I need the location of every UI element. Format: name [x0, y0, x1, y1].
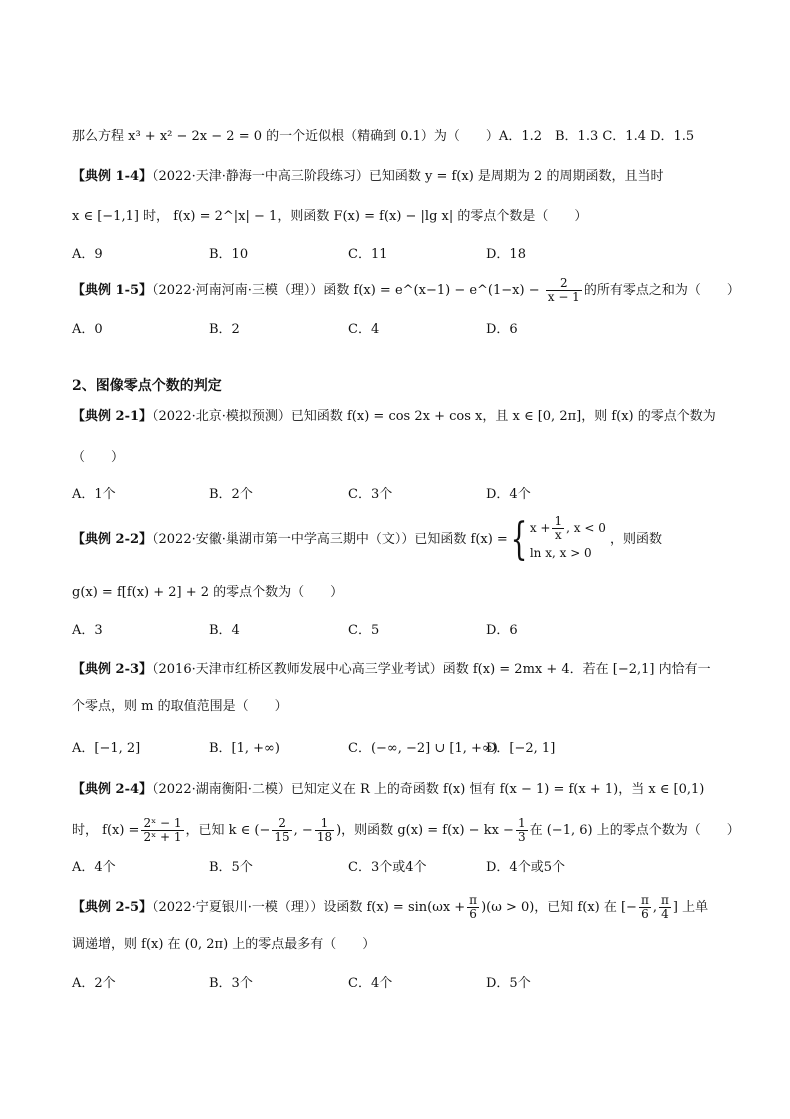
example-2-5-l1-c: , — [652, 900, 657, 915]
example-1-4-line2: x ∈ [−1,1] 时， f(x) = 2^|x| − 1，则函数 F(x) = f(x) − |lg x| 的零点个数是（ ） — [72, 209, 588, 224]
third-fraction — [516, 817, 528, 844]
case-2: ln x, x > 0 — [529, 546, 592, 560]
example-2-1-line2: （ ） — [72, 450, 125, 465]
example-1-5-line1 — [72, 276, 740, 306]
option-b: B．2 — [209, 322, 240, 337]
fraction-numerator: π — [469, 893, 478, 907]
option-b: B．4 — [209, 623, 240, 638]
example-2-4-stem: （2022·湖南衡阳·二模）已知定义在 R 上的奇函数 f(x) 恒有 f(x − 1) = f(x + 1)，当 x ∈ [0,1) — [152, 782, 705, 797]
phase-fraction — [467, 894, 479, 921]
example-2-4-line2 — [72, 815, 740, 847]
option-b: B．[1, +∞) — [209, 741, 280, 756]
option-c: C．4个 — [348, 976, 393, 991]
example-2-4-l2-d: )，则函数 g(x) = f(x) − kx − — [336, 823, 514, 838]
option-a: A．2个 — [72, 976, 116, 991]
option-a: A．3 — [72, 623, 103, 638]
example-1-5-tag: 【典例 1-5】 — [72, 283, 153, 298]
example-2-4-tag: 【典例 2-4】 — [72, 782, 153, 797]
fraction-numerator: 2 — [272, 817, 291, 831]
option-c: C．11 — [348, 247, 388, 262]
option-d: D．6 — [486, 322, 518, 337]
example-1-5-stem-a: （2022·河南河南·三模（理））函数 — [152, 283, 350, 298]
option-a: A．1个 — [72, 487, 116, 502]
option-d: D．18 — [486, 247, 526, 262]
example-2-1-stem: （2022·北京·模拟预测）已知函数 f(x) = cos 2x + cos x，且 x ∈ [0, 2π]，则 f(x) 的零点个数为 — [152, 409, 716, 424]
fraction-denominator: 6 — [641, 907, 649, 921]
fraction-numerator: 1 — [315, 817, 334, 831]
example-2-2-tag: 【典例 2-2】 — [72, 532, 153, 547]
example-2-2-fx: f(x) = — [470, 532, 508, 547]
section-heading: 2、图像零点个数的判定 — [72, 378, 222, 394]
option-b: B．5个 — [209, 860, 253, 875]
example-2-3-stem: （2016·天津市红桥区教师发展中心高三学业考试）函数 f(x) = 2mx + 4．若在 [−2,1] 内恰有一 — [152, 662, 711, 677]
option-d: D．[−2, 1] — [486, 741, 556, 756]
example-2-2-stem-b: ，则函数 — [609, 532, 662, 547]
example-2-1-tag: 【典例 2-1】 — [72, 409, 153, 424]
case-1-b: , x < 0 — [566, 521, 606, 535]
example-2-5-l1-d: ] 上单 — [672, 900, 709, 915]
example-2-3-tag: 【典例 2-3】 — [72, 662, 153, 677]
example-2-4-line1 — [72, 781, 704, 799]
case-1-a: x + — [529, 521, 551, 535]
option-c: C．3个或4个 — [348, 860, 427, 875]
example-2-3-line2: 个零点，则 m 的取值范围是（ ） — [72, 699, 288, 714]
example-2-4-l2-a: 时， f(x) = — [72, 823, 140, 838]
fraction-denominator: 15 — [274, 830, 290, 844]
fraction-denominator: 2ˣ + 1 — [143, 830, 182, 844]
option-a: A．4个 — [72, 860, 116, 875]
left-brace-icon: { — [510, 513, 528, 565]
example-2-4-l2-c: , − — [293, 823, 313, 838]
example-2-5-l1-b: )(ω > 0)，已知 f(x) 在 [− — [481, 900, 637, 915]
option-a: A．[−1, 2] — [72, 741, 141, 756]
option-d: D．5个 — [486, 976, 531, 991]
option-a: A．0 — [72, 322, 103, 337]
example-2-5-line1 — [72, 892, 708, 924]
piecewise-cases — [530, 515, 606, 564]
option-a: A．9 — [72, 247, 103, 262]
fraction-numerator: 1 — [554, 514, 563, 528]
example-1-5-fraction — [546, 277, 582, 304]
example-1-4-stem: （2022·天津·静海一中高三阶段练习）已知函数 y = f(x) 是周期为 2 的周期函数，且当时 — [152, 169, 664, 184]
fx-fraction — [141, 817, 183, 844]
option-b: B．2个 — [209, 487, 253, 502]
option-c: C．(−∞, −2] ∪ [1, +∞) — [348, 741, 498, 756]
interval-upper-fraction — [659, 894, 671, 921]
case-1-fraction — [552, 515, 564, 542]
fraction-numerator: π — [661, 893, 669, 907]
example-1-4-tag: 【典例 1-4】 — [72, 169, 153, 184]
option-b: B．3个 — [209, 976, 253, 991]
example-2-5-tag: 【典例 2-5】 — [72, 900, 153, 915]
example-2-5-l1-a: （2022·宁夏银川·一模（理））设函数 f(x) = sin(ωx + — [152, 900, 466, 915]
fraction-numerator: π — [640, 893, 649, 907]
fraction-denominator: 4 — [661, 907, 669, 921]
option-b: B．10 — [209, 247, 249, 262]
question-13-line: 那么方程 x³ + x² − 2x − 2 = 0 的一个近似根（精确到 0.1）为（ ）A．1.2 B．1.3 C．1.4 D．1.5 — [72, 129, 695, 144]
example-2-2-stem-a: （2022·安徽·巢湖市第一中学高三期中（文））已知函数 — [152, 532, 467, 547]
case-1 — [530, 515, 606, 542]
fraction-denominator: x — [554, 528, 562, 542]
fraction-denominator: 3 — [517, 830, 526, 844]
example-1-5-stem-b: 的所有零点之和为（ ） — [583, 283, 740, 298]
example-2-4-l2-b: ，已知 k ∈ (− — [185, 823, 271, 838]
fraction-numerator: 2 — [546, 277, 582, 291]
fraction-denominator: 18 — [316, 830, 333, 844]
k-lower-fraction — [272, 817, 291, 844]
example-2-3-line1 — [72, 661, 711, 679]
example-2-2-line2: g(x) = f[f(x) + 2] + 2 的零点个数为（ ） — [72, 585, 344, 600]
interval-lower-fraction — [639, 894, 651, 921]
example-2-4-l2-e: 在 (−1, 6) 上的零点个数为（ ） — [529, 823, 740, 838]
fraction-numerator: 2ˣ − 1 — [143, 816, 182, 830]
option-c: C．3个 — [348, 487, 393, 502]
option-c: C．5 — [348, 623, 380, 638]
k-upper-fraction — [315, 817, 334, 844]
example-2-2-line1 — [72, 510, 662, 570]
example-1-5-formula: f(x) = e^(x−1) − e^(1−x) − — [353, 283, 540, 298]
option-c: C．4 — [348, 322, 380, 337]
option-d: D．6 — [486, 623, 518, 638]
option-d: D．4个 — [486, 487, 531, 502]
fraction-denominator: 6 — [469, 907, 477, 921]
example-1-4-line1 — [72, 168, 663, 186]
fraction-denominator: x − 1 — [547, 290, 580, 304]
option-d: D．4个或5个 — [486, 860, 565, 875]
example-2-1-line1 — [72, 408, 716, 426]
example-2-5-line2: 调递增，则 f(x) 在 (0, 2π) 上的零点最多有（ ） — [72, 937, 376, 952]
fraction-numerator: 1 — [517, 816, 526, 830]
